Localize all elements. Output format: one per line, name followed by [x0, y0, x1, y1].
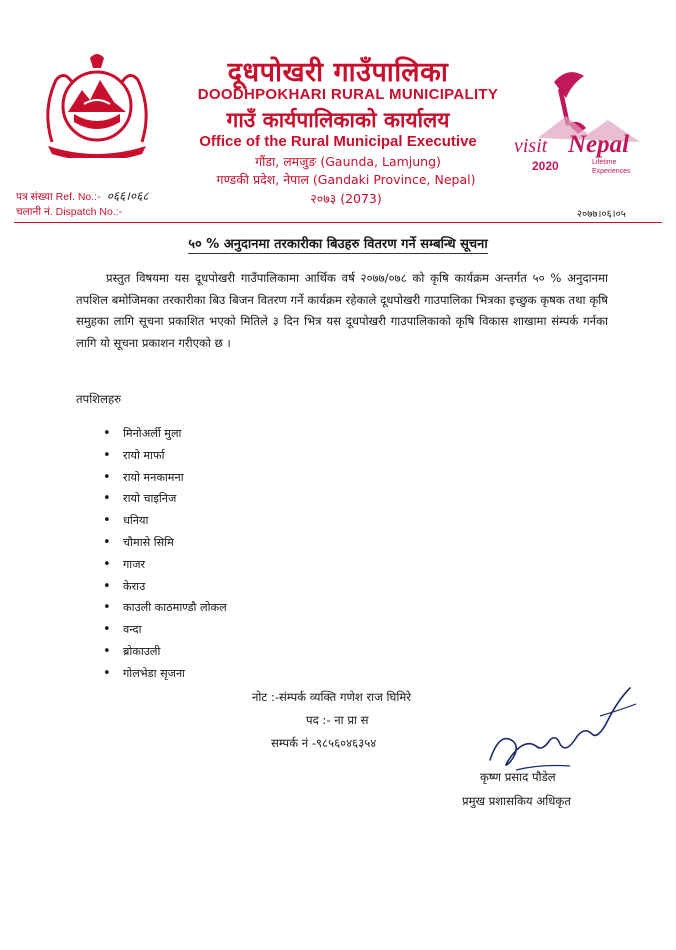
- contact-person: नोट :-संम्पर्क व्यक्ति गणेश राज घिमिरे: [252, 690, 412, 704]
- contact-designation: पद :- ना प्रा स: [306, 713, 369, 727]
- reference-number: [16, 187, 149, 204]
- list-item: • ब्रोकाउली: [103, 641, 227, 663]
- notice-body: प्रस्तुत विषयमा यस दूधपोखरी गाउँपालिकामा आर्थिक वर्ष २०७७/०७८ को कृषि कार्यक्रम अन्तर्गत ५० % अनुदानमा तपशिल बमोजिमका तरकारीका बिउ बिजन वितरण गर्ने कार्यक्रम रहेकाले दूधपोखरी गाउपालिका भित्रका इच्छुक कृषक तथा कृषि समुहका लागि सूचना प्रकाशित भएको मितिले ३ दिन भित्र यस दूधपोखरी गाउपालिकाको कृषि विकास शाखामा संम्पर्क गर्नका लागि यो सूचना प्रकाशन गरीएको छ ।: [76, 271, 608, 350]
- items-list-heading: तपशिलहरु: [76, 392, 122, 406]
- list-item: • रायो मनकामना: [103, 467, 227, 489]
- list-item: • मिनोअर्ली मुला: [103, 423, 227, 445]
- executive-office-english: Office of the Rural Municipal Executive: [199, 133, 477, 150]
- visit-year: 2020: [532, 159, 559, 173]
- address-line-2: गण्डकी प्रदेश, नेपाल (Gandaki Province, Nepal): [216, 172, 476, 187]
- list-item: • चौमासे सिमि: [103, 532, 227, 554]
- office-name-nepali: दूधपोखरी गाउँपालिका: [227, 57, 449, 88]
- list-item: • गोलभेडा सृजना: [103, 663, 227, 685]
- list-item: • रायो मार्फा: [103, 445, 227, 467]
- office-name-english: DOODHPOKHARI RURAL MUNICIPALITY: [197, 86, 499, 103]
- letterhead-divider: [14, 222, 662, 223]
- signatory-title: प्रमुख प्रशासकिय अधिकृत: [462, 794, 571, 808]
- list-item: • केराउ: [103, 576, 227, 598]
- address-line-1: गौंडा, लमजुङ (Gaunda, Lamjung): [255, 154, 441, 169]
- list-item: • वन्दा: [103, 619, 227, 641]
- dispatch-number: चलानी नं. Dispatch No.:-: [16, 206, 123, 218]
- executive-office-nepali: गाउँ कार्यपालिकाको कार्यालय: [226, 108, 450, 132]
- list-item: • धनिया: [103, 510, 227, 532]
- list-item: • काउली काठमाण्डौ लोकल: [103, 597, 227, 619]
- notice-subject: [0, 234, 676, 252]
- address-line-3: २०७३ (2073): [310, 191, 382, 206]
- visit-tagline-1: Lifetime: [592, 159, 617, 166]
- signatory-name: कृष्ण प्रसाद पौडेल: [480, 770, 556, 784]
- reference-label: पत्र संख्या Ref. No.:-: [16, 191, 101, 203]
- contact-phone: सम्पर्क नं -९८५६०४६३५४: [271, 736, 377, 750]
- letter-date: २०७७।०६।०५: [576, 209, 626, 220]
- seed-items-list: [103, 423, 227, 685]
- visit-tagline-2: Experiences: [592, 168, 631, 175]
- reference-value: ०६६।०६८: [106, 189, 149, 203]
- list-item: • गाजर: [103, 554, 227, 576]
- handwritten-signature: [480, 680, 640, 780]
- list-item: • रायो चाइनिज: [103, 488, 227, 510]
- nepal-word: Nepal: [568, 131, 630, 158]
- notice-subject-text: ५० % अनुदानमा तरकारीका बिउहरु वितरण गर्ने सम्बन्धि सूचना: [188, 237, 488, 252]
- visit-word: visit: [514, 135, 548, 157]
